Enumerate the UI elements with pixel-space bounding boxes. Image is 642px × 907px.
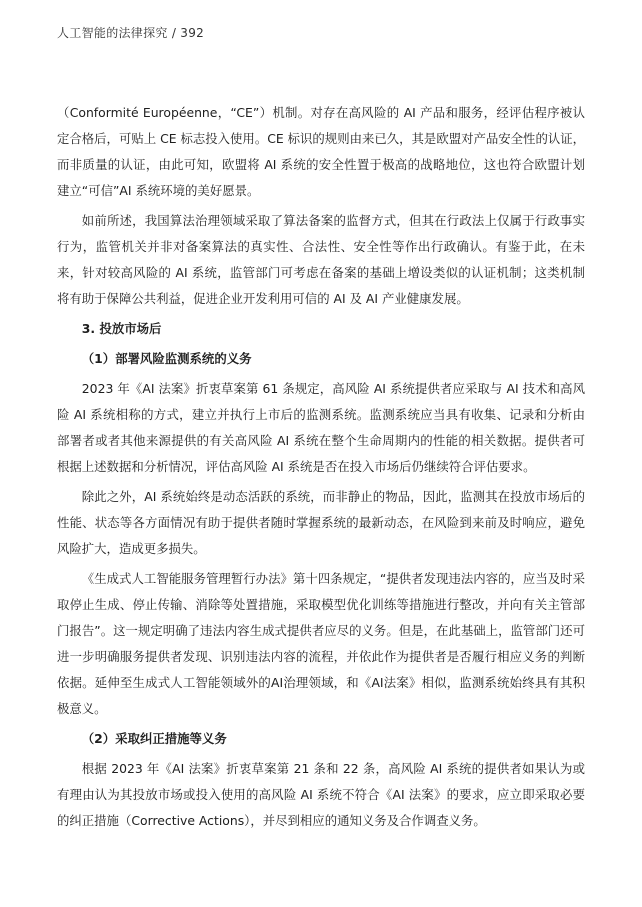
book-title: 人工智能的法律探究 <box>57 26 168 40</box>
section-heading-post-market: 3. 投放市场后 <box>81 321 162 336</box>
running-header <box>57 24 204 41</box>
paragraph-articles-21-22: 根据 2023 年《AI 法案》折衷草案第 21 条和 22 条，高风险 AI 系统的提供者如果认为或有理由认为其投放市场或投入使用的高风险 AI 系统不符合《AI 法案》的要求，应立即采取必要的纠正措施（Corrective Actions），并尽到相应的通知义务及合作调查义务。 <box>57 761 585 828</box>
paragraph-article-61: 2023 年《AI 法案》折衷草案第 61 条规定，高风险 AI 系统提供者应采取与 AI 技术和高风险 AI 系统相称的方式，建立并执行上市后的监测系统。监测系统应当具有收集、记录和分析由部署者或者其他来源提供的有关高风险 AI 系统在整个生命周期内的性能的相关数据。提供者可根据上述数据和分析情况，评估高风险 AI 系统是否在投入市场后仍继续符合评估要求。 <box>57 381 585 474</box>
paragraph-dynamic-systems: 除此之外，AI 系统始终是动态活跃的系统，而非静止的物品，因此，监测其在投放市场后的性能、状态等各方面情况有助于提供者随时掌握系统的最新动态，在风险到来前及时响应，避免风险扩大，造成更多损失。 <box>57 489 585 556</box>
paragraph-ce-mark: （Conformité Européenne，“CE”）机制。对存在高风险的 AI 产品和服务，经评估程序被认定合格后，可贴上 CE 标志投入使用。CE 标识的规则由来已久，其是欧盟对产品安全性的认证，而非质量的认证，由此可知，欧盟将 AI 系统的安全性置于极高的战略地位，这也符合欧盟计划建立“可信”AI 系统环境的美好愿景。 <box>57 105 586 198</box>
paragraph-algorithm-filing: 如前所述，我国算法治理领域采取了算法备案的监督方式，但其在行政法上仅属于行政事实行为，监管机关并非对备案算法的真实性、合法性、安全性等作出行政确认。有鉴于此，在未来，针对较高风险的 AI 系统，监管部门可考虑在备案的基础上增设类似的认证机制；这类机制将有助于保障公共利益，促进企业开发利用可信的 AI 及 AI 产业健康发展。 <box>57 213 585 306</box>
subheading-risk-monitoring: （1）部署风险监测系统的义务 <box>81 351 252 366</box>
subheading-corrective-actions: （2）采取纠正措施等义务 <box>81 731 227 746</box>
page-body <box>57 100 585 838</box>
paragraph-generative-ai-measures: 《生成式人工智能服务管理暂行办法》第十四条规定，“提供者发现违法内容的，应当及时采取停止生成、停止传输、消除等处置措施，采取模型优化训练等措施进行整改，并向有关主管部门报告”。这一规定明确了违法内容生成式提供者应尽的义务。但是，在此基础上，监管部门还可进一步明确服务提供者发现、识别违法内容的流程，并依此作为提供者是否履行相应义务的判断依据。延伸至生成式人工智能领域外的AI治理领域，和《AI法案》相似，监测系统始终具有其积极意义。 <box>57 571 585 716</box>
page-number: / 392 <box>171 26 205 40</box>
